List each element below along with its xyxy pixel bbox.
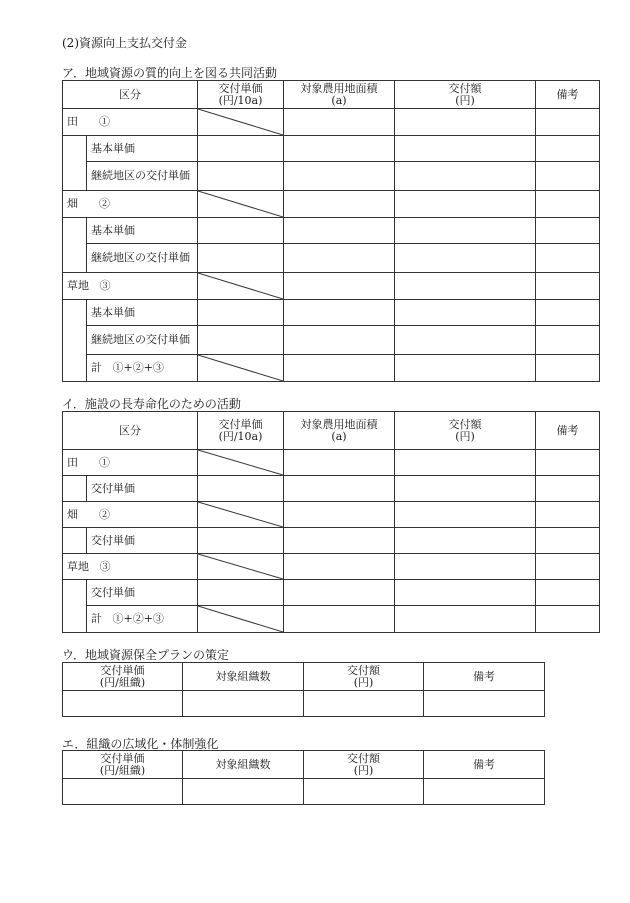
header-amount-line1: 交付額 <box>448 81 482 95</box>
amount-input-cell[interactable] <box>395 476 536 502</box>
area-input-cell[interactable] <box>284 244 395 273</box>
header-unit-price-line2: (円/10a) <box>218 93 263 107</box>
amount-input-cell[interactable] <box>395 326 536 355</box>
sub-row-label: 継続地区の交付単価 <box>87 162 198 191</box>
header-amount-line2: (円) <box>455 429 475 443</box>
section-b-table <box>62 411 600 633</box>
sub-row-label: 交付単価 <box>87 528 198 554</box>
group-row-paddy <box>63 450 198 476</box>
remarks-input-cell[interactable] <box>424 779 545 805</box>
header-unit-price-line1: 交付単価 <box>100 751 145 765</box>
remarks-input-cell[interactable] <box>536 244 600 273</box>
header-unit-price-line1: 交付単価 <box>218 81 263 95</box>
header-remarks: 備考 <box>536 412 600 450</box>
unit-price-cell-diagonal <box>198 606 284 633</box>
total-label: 計 <box>91 612 102 625</box>
amount-input-cell[interactable] <box>395 606 536 633</box>
amount-input-cell[interactable] <box>304 691 424 717</box>
header-unit-price <box>63 751 183 779</box>
section-c-table <box>62 662 545 717</box>
unit-price-cell-diagonal <box>198 554 284 580</box>
unit-price-cell-diagonal <box>198 502 284 528</box>
indent-cell <box>63 476 87 502</box>
header-area-line2: (a) <box>331 93 347 107</box>
unit-price-input-cell[interactable] <box>198 326 284 355</box>
group-name: 畑 <box>67 507 78 521</box>
total-label: 計 <box>91 361 102 374</box>
area-input-cell[interactable] <box>284 580 395 606</box>
amount-input-cell[interactable] <box>395 580 536 606</box>
unit-price-input-cell[interactable] <box>198 300 284 326</box>
total-formula: ①+②+③ <box>112 361 164 374</box>
amount-input-cell[interactable] <box>395 136 536 162</box>
area-input-cell[interactable] <box>284 326 395 355</box>
sub-row-label: 基本単価 <box>87 300 198 326</box>
remarks-input-cell[interactable] <box>536 450 600 476</box>
unit-price-input-cell[interactable] <box>198 136 284 162</box>
remarks-input-cell[interactable] <box>536 273 600 300</box>
unit-price-input-cell[interactable] <box>198 162 284 191</box>
group-number: ① <box>98 455 110 469</box>
org-count-input-cell[interactable] <box>183 779 304 805</box>
area-input-cell[interactable] <box>284 502 395 528</box>
area-input-cell[interactable] <box>284 450 395 476</box>
indent-cell <box>63 528 87 554</box>
area-input-cell[interactable] <box>284 218 395 244</box>
header-org-count: 対象組織数 <box>183 663 304 691</box>
remarks-input-cell[interactable] <box>536 326 600 355</box>
group-row-field <box>63 502 198 528</box>
header-amount-line1: 交付額 <box>448 417 482 431</box>
amount-input-cell[interactable] <box>395 554 536 580</box>
unit-price-cell-diagonal <box>198 109 284 136</box>
unit-price-cell-diagonal <box>198 273 284 300</box>
amount-input-cell[interactable] <box>395 218 536 244</box>
header-unit-price <box>198 81 284 109</box>
remarks-input-cell[interactable] <box>536 162 600 191</box>
amount-input-cell[interactable] <box>395 450 536 476</box>
unit-price-input-cell[interactable] <box>198 528 284 554</box>
page-title: (2)資源向上支払交付金 <box>62 36 187 50</box>
header-unit-price <box>63 663 183 691</box>
unit-price-input-cell[interactable] <box>198 476 284 502</box>
header-area-line1: 対象農用地面積 <box>300 81 378 95</box>
remarks-input-cell[interactable] <box>536 476 600 502</box>
header-unit-price-line1: 交付単価 <box>100 663 145 677</box>
group-name: 草地 <box>67 559 89 573</box>
remarks-input-cell[interactable] <box>536 300 600 326</box>
sub-row-label: 基本単価 <box>87 218 198 244</box>
header-amount <box>395 81 536 109</box>
area-input-cell[interactable] <box>284 273 395 300</box>
area-input-cell[interactable] <box>284 300 395 326</box>
group-row-field <box>63 191 198 218</box>
indent-cell <box>63 355 87 382</box>
unit-price-cell-diagonal <box>198 191 284 218</box>
sub-row-label: 交付単価 <box>87 580 198 606</box>
header-amount <box>304 751 424 779</box>
total-formula: ①+②+③ <box>112 612 164 625</box>
header-area <box>284 412 395 450</box>
indent-cell <box>63 162 87 191</box>
group-number: ② <box>98 507 110 521</box>
remarks-input-cell[interactable] <box>536 606 600 633</box>
area-input-cell[interactable] <box>284 109 395 136</box>
remarks-input-cell[interactable] <box>536 191 600 218</box>
group-row-grassland <box>63 273 198 300</box>
header-unit-price <box>198 412 284 450</box>
sub-row-label: 継続地区の交付単価 <box>87 244 198 273</box>
header-amount-line1: 交付額 <box>347 663 380 677</box>
remarks-input-cell[interactable] <box>536 136 600 162</box>
section-b-heading: イ．施設の長寿命化のための活動 <box>62 397 241 411</box>
remarks-input-cell[interactable] <box>536 580 600 606</box>
header-amount <box>395 412 536 450</box>
unit-price-input-cell[interactable] <box>63 779 183 805</box>
amount-input-cell[interactable] <box>395 162 536 191</box>
unit-price-cell-diagonal <box>198 355 284 382</box>
amount-input-cell[interactable] <box>395 191 536 218</box>
header-remarks: 備考 <box>424 663 545 691</box>
unit-price-input-cell[interactable] <box>198 580 284 606</box>
sub-row-label: 基本単価 <box>87 136 198 162</box>
total-row-label <box>87 606 198 633</box>
total-row-label <box>87 355 198 382</box>
header-category: 区分 <box>63 81 198 109</box>
area-input-cell[interactable] <box>284 136 395 162</box>
section-d-table <box>62 750 545 805</box>
indent-cell <box>63 300 87 326</box>
indent-cell <box>63 580 87 606</box>
sub-row-label: 継続地区の交付単価 <box>87 326 198 355</box>
header-area <box>284 81 395 109</box>
header-unit-price-line1: 交付単価 <box>218 417 263 431</box>
header-amount-line2: (円) <box>455 93 475 107</box>
remarks-input-cell[interactable] <box>424 691 545 717</box>
remarks-input-cell[interactable] <box>536 218 600 244</box>
amount-input-cell[interactable] <box>395 528 536 554</box>
unit-price-cell-diagonal <box>198 450 284 476</box>
area-input-cell[interactable] <box>284 528 395 554</box>
group-name: 草地 <box>67 279 89 292</box>
area-input-cell[interactable] <box>284 476 395 502</box>
indent-cell <box>63 218 87 244</box>
area-input-cell[interactable] <box>284 355 395 382</box>
group-number: ② <box>98 197 110 210</box>
amount-input-cell[interactable] <box>304 779 424 805</box>
indent-cell <box>63 136 87 162</box>
group-name: 田 <box>67 455 78 469</box>
header-remarks: 備考 <box>536 81 600 109</box>
amount-input-cell[interactable] <box>395 502 536 528</box>
section-a-heading: ア．地域資源の質的向上を図る共同活動 <box>62 66 278 80</box>
section-a-table <box>62 80 600 382</box>
area-input-cell[interactable] <box>284 191 395 218</box>
sub-row-label: 交付単価 <box>87 476 198 502</box>
group-row-paddy <box>63 109 198 136</box>
group-name: 畑 <box>67 197 78 210</box>
header-area-line1: 対象農用地面積 <box>300 417 378 431</box>
amount-input-cell[interactable] <box>395 355 536 382</box>
header-unit-price-line2: (円/組織) <box>99 763 146 777</box>
header-area-line2: (a) <box>331 429 347 443</box>
group-name: 田 <box>67 115 78 128</box>
header-unit-price-line2: (円/組織) <box>99 675 146 689</box>
group-number: ① <box>98 115 110 128</box>
remarks-input-cell[interactable] <box>536 528 600 554</box>
unit-price-input-cell[interactable] <box>198 244 284 273</box>
section-c-heading: ウ．地域資源保全プランの策定 <box>62 648 230 662</box>
amount-input-cell[interactable] <box>395 273 536 300</box>
amount-input-cell[interactable] <box>395 244 536 273</box>
header-amount-line2: (円) <box>353 675 374 689</box>
amount-input-cell[interactable] <box>395 109 536 136</box>
remarks-input-cell[interactable] <box>536 355 600 382</box>
section-d-heading: エ．組織の広域化・体制強化 <box>62 737 219 751</box>
remarks-input-cell[interactable] <box>536 109 600 136</box>
indent-cell <box>63 326 87 355</box>
header-org-count: 対象組織数 <box>183 751 304 779</box>
header-remarks: 備考 <box>424 751 545 779</box>
group-row-grassland <box>63 554 198 580</box>
header-category: 区分 <box>63 412 198 450</box>
area-input-cell[interactable] <box>284 162 395 191</box>
indent-cell <box>63 244 87 273</box>
remarks-input-cell[interactable] <box>536 502 600 528</box>
header-amount-line1: 交付額 <box>347 751 380 765</box>
unit-price-input-cell[interactable] <box>63 691 183 717</box>
org-count-input-cell[interactable] <box>183 691 304 717</box>
area-input-cell[interactable] <box>284 606 395 633</box>
group-number: ③ <box>99 559 111 573</box>
indent-cell <box>63 606 87 633</box>
header-amount-line2: (円) <box>353 763 374 777</box>
header-amount <box>304 663 424 691</box>
amount-input-cell[interactable] <box>395 300 536 326</box>
unit-price-input-cell[interactable] <box>198 218 284 244</box>
group-number: ③ <box>99 279 111 292</box>
header-unit-price-line2: (円/10a) <box>218 429 263 443</box>
remarks-input-cell[interactable] <box>536 554 600 580</box>
area-input-cell[interactable] <box>284 554 395 580</box>
